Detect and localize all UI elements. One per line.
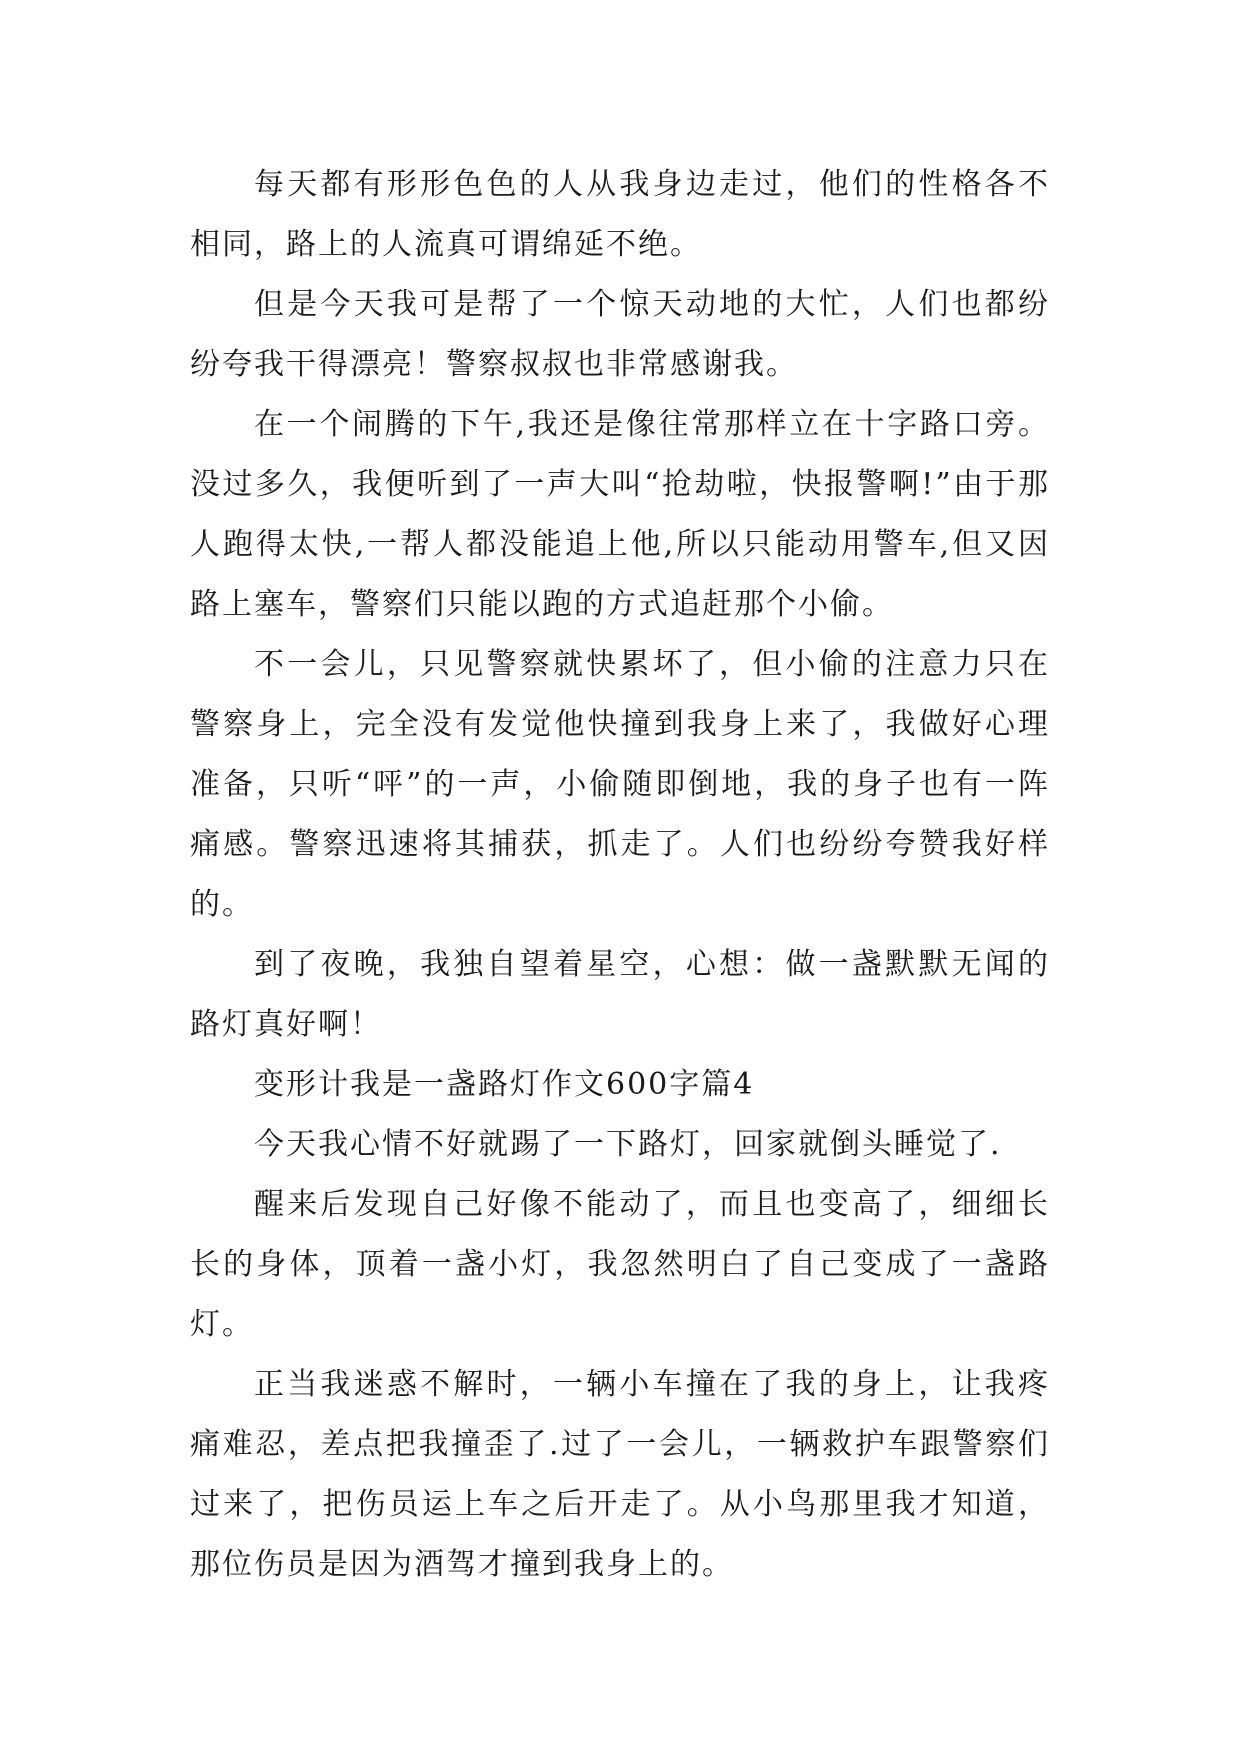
document-page [190, 155, 1050, 1595]
paragraph-8: 正当我迷惑不解时，一辆小车撞在了我的身上，让我疼痛难忍，差点把我撞歪了.过了一会儿，一辆救护车跟警察们过来了，把伤员运上车之后开走了。从小鸟那里我才知道，那位伤员是因为酒驾才撞到我身上的。 [190, 1367, 1050, 1582]
paragraph-5: 到了夜晚，我独自望着星空，心想：做一盏默默无闻的路灯真好啊！ [190, 947, 1050, 1042]
paragraph-3: 在一个闹腾的下午,我还是像往常那样立在十字路口旁。没过多久，我便听到了一声大叫“抢劫啦，快报警啊!”由于那人跑得太快,一帮人都没能追上他,所以只能动用警车,但又因路上塞车，警察们只能以跑的方式追赶那个小偷。 [190, 407, 1050, 622]
paragraph-2: 但是今天我可是帮了一个惊天动地的大忙，人们也都纷纷夸我干得漂亮！警察叔叔也非常感谢我。 [190, 287, 1050, 382]
paragraph-7: 醒来后发现自己好像不能动了，而且也变高了，细细长长的身体，顶着一盏小灯，我忽然明白了自己变成了一盏路灯。 [190, 1187, 1050, 1342]
section-heading: 变形计我是一盏路灯作文600字篇4 [254, 1067, 755, 1102]
paragraph-1: 每天都有形形色色的人从我身边走过，他们的性格各不相同，路上的人流真可谓绵延不绝。 [190, 167, 1050, 262]
paragraph-6: 今天我心情不好就踢了一下路灯，回家就倒头睡觉了. [254, 1127, 1002, 1162]
paragraph-4: 不一会儿，只见警察就快累坏了，但小偷的注意力只在警察身上，完全没有发觉他快撞到我身上来了，我做好心理准备，只听“呯”的一声，小偷随即倒地，我的身子也有一阵痛感。警察迅速将其捕获，抓走了。人们也纷纷夸赞我好样的。 [190, 647, 1050, 922]
